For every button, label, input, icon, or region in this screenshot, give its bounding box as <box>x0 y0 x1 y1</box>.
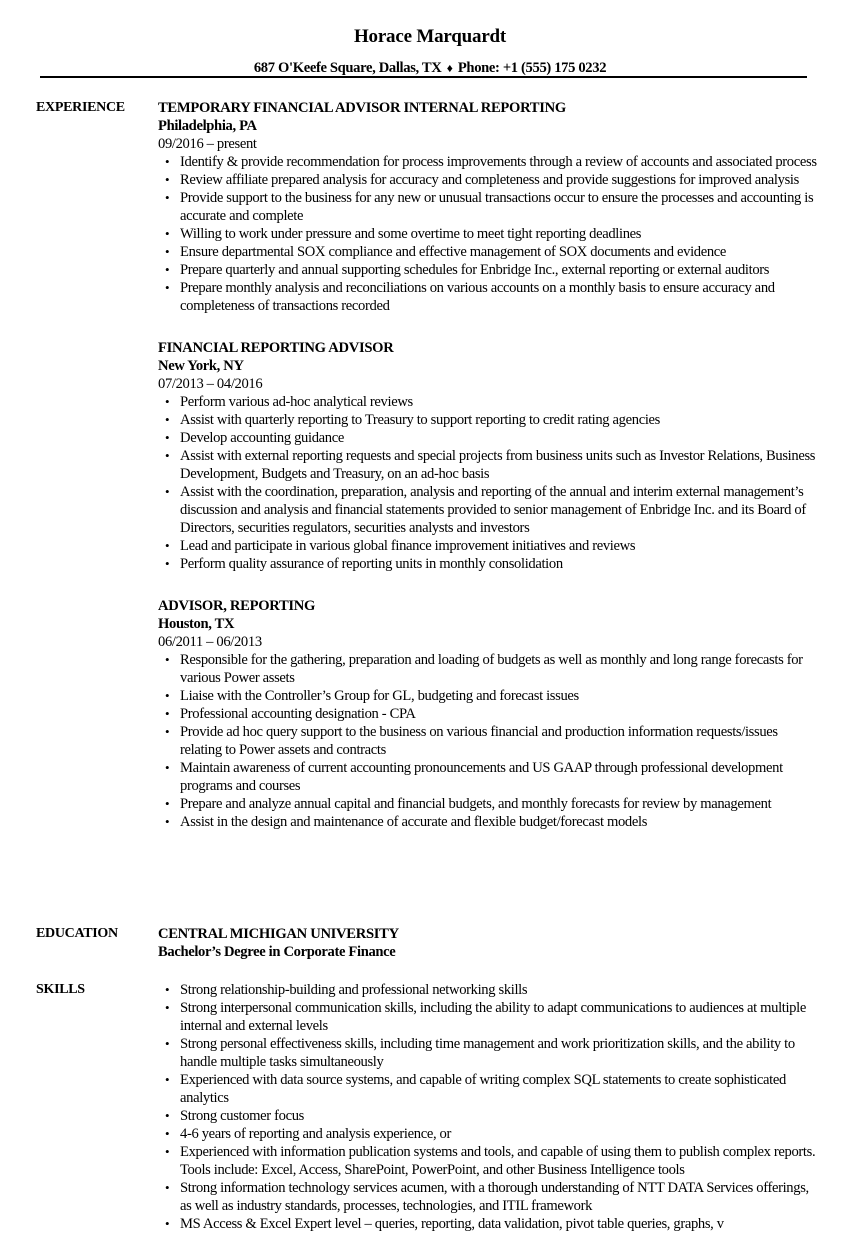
experience-list <box>158 99 818 855</box>
bullet-item: • Assist in the design and maintenance of accurate and flexible budget/forecast models <box>158 813 818 831</box>
bullet-item: • Ensure departmental SOX compliance and effective management of SOX documents and evidence <box>158 243 818 261</box>
bullet-item: • Liaise with the Controller’s Group for GL, budgeting and forecast issues <box>158 687 818 705</box>
bullet-item: • Prepare and analyze annual capital and financial budgets, and monthly forecasts for review by management <box>158 795 818 813</box>
skill-item: • Strong interpersonal communication skills, including the ability to adapt communications to audiences at multiple internal and external levels <box>158 999 818 1035</box>
bullet-item: • Perform quality assurance of reporting units in monthly consolidation <box>158 555 818 573</box>
bullet-item: • Provide support to the business for any new or unusual transactions occur to ensure the processes and accounting is accurate and complete <box>158 189 818 225</box>
section-label-education: EDUCATION <box>36 926 118 941</box>
job-title: TEMPORARY FINANCIAL ADVISOR INTERNAL REPORTING <box>158 100 566 116</box>
phone: Phone: +1 (555) 175 0232 <box>457 60 607 76</box>
job-entry <box>158 597 818 831</box>
bullet-item: • Professional accounting designation - CPA <box>158 705 818 723</box>
skill-item: • Strong customer focus <box>158 1107 818 1125</box>
skill-item: • Strong personal effectiveness skills, including time management and work prioritization skills, and the ability to handle multiple tasks simultaneously <box>158 1035 818 1071</box>
bullet-item: • Perform various ad-hoc analytical reviews <box>158 393 818 411</box>
job-dates: 09/2016 – present <box>158 136 257 152</box>
bullet-item: • Assist with quarterly reporting to Treasury to support reporting to credit rating agencies <box>158 411 818 429</box>
skill-item: • Strong relationship-building and professional networking skills <box>158 981 818 999</box>
job-location: Philadelphia, PA <box>158 118 257 134</box>
skill-item: • Strong information technology services acumen, with a thorough understanding of NTT DATA Services offerings, as well as industry standards, processes, technologies, and ITIL framework <box>158 1179 818 1215</box>
skills-body <box>158 981 818 1233</box>
bullet-item: • Develop accounting guidance <box>158 429 818 447</box>
job-location: Houston, TX <box>158 616 235 632</box>
job-bullets <box>158 153 818 315</box>
job-bullets <box>158 393 818 573</box>
contact-line <box>0 59 860 77</box>
job-entry <box>158 99 818 315</box>
job-title: FINANCIAL REPORTING ADVISOR <box>158 340 394 356</box>
job-title: ADVISOR, REPORTING <box>158 598 316 614</box>
resume-header <box>0 0 860 77</box>
bullet-item: • Maintain awareness of current accounting pronouncements and US GAAP through professional development programs and courses <box>158 759 818 795</box>
address: 687 O'Keefe Square, Dallas, TX <box>253 60 442 76</box>
skill-item: • Experienced with data source systems, and capable of writing complex SQL statements to create sophisticated analytics <box>158 1071 818 1107</box>
bullet-item: • Prepare quarterly and annual supporting schedules for Enbridge Inc., external reporting or external auditors <box>158 261 818 279</box>
school-name: CENTRAL MICHIGAN UNIVERSITY <box>158 926 399 942</box>
header-divider <box>40 76 807 78</box>
section-label-skills: SKILLS <box>36 982 85 997</box>
skill-item: • Experienced with information publication systems and tools, and capable of using them to publish complex reports. Tools include: Excel, Access, SharePoint, PowerPoint, and other Business Intelligence tools <box>158 1143 818 1179</box>
bullet-item: • Lead and participate in various global finance improvement initiatives and reviews <box>158 537 818 555</box>
diamond-separator-icon: ♦ <box>446 61 453 75</box>
bullet-item: • Assist with external reporting requests and special projects from business units such as Investor Relations, Business Development, Budgets and Treasury, on an ad-hoc basis <box>158 447 818 483</box>
bullet-item: • Prepare monthly analysis and reconciliations on various accounts on a monthly basis to ensure accuracy and completeness of transactions recorded <box>158 279 818 315</box>
degree: Bachelor’s Degree in Corporate Finance <box>158 944 396 960</box>
job-location: New York, NY <box>158 358 244 374</box>
bullet-item: • Assist with the coordination, preparation, analysis and reporting of the annual and interim external management’s discussion and analysis and financial statements provided to senior management of Enbridge Inc. and its Board of Directors, securities regulators, securities analysts and investors <box>158 483 818 537</box>
job-bullets <box>158 651 818 831</box>
section-label-experience: EXPERIENCE <box>36 100 125 115</box>
candidate-name: Horace Marquardt <box>353 26 507 47</box>
job-dates: 06/2011 – 06/2013 <box>158 634 262 650</box>
job-entry <box>158 339 818 573</box>
bullet-item: • Willing to work under pressure and some overtime to meet tight reporting deadlines <box>158 225 818 243</box>
job-dates: 07/2013 – 04/2016 <box>158 376 263 392</box>
bullet-item: • Provide ad hoc query support to the business on various financial and production information requests/issues relating to Power assets and contracts <box>158 723 818 759</box>
bullet-item: • Identify & provide recommendation for process improvements through a review of accounts and associated process <box>158 153 818 171</box>
skills-list <box>158 981 818 1233</box>
bullet-item: • Responsible for the gathering, preparation and loading of budgets as well as monthly and long range forecasts for various Power assets <box>158 651 818 687</box>
skill-item: • MS Access & Excel Expert level – queries, reporting, data validation, pivot table queries, graphs, v <box>158 1215 818 1233</box>
skill-item: • 4-6 years of reporting and analysis experience, or <box>158 1125 818 1143</box>
bullet-item: • Review affiliate prepared analysis for accuracy and completeness and provide suggestions for improved analysis <box>158 171 818 189</box>
education-body <box>158 925 818 961</box>
